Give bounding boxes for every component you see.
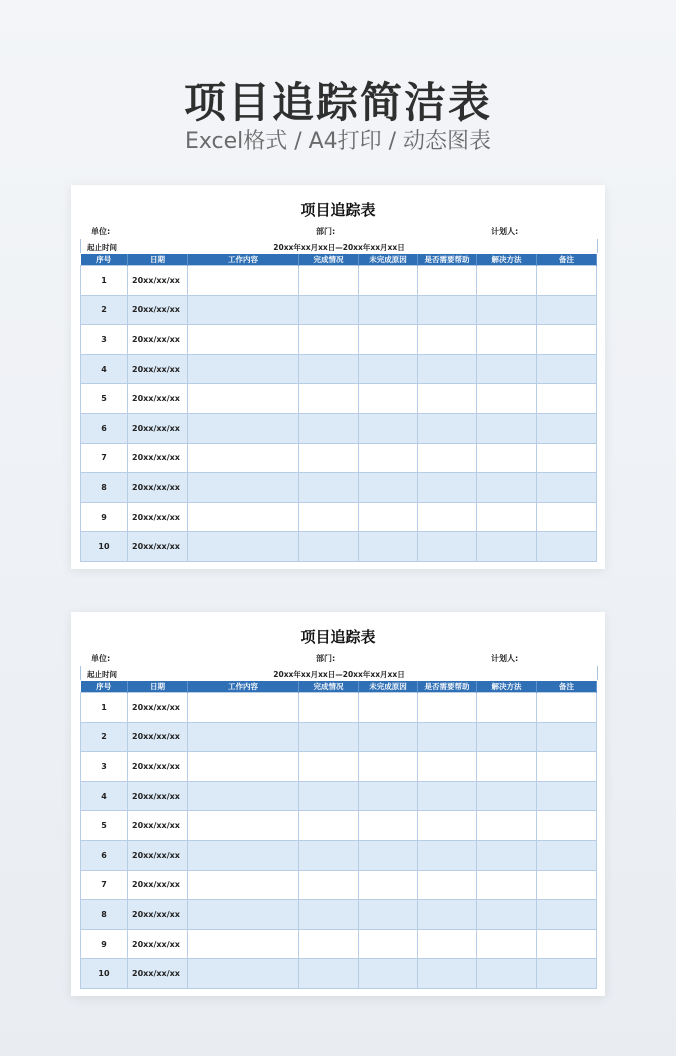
date-cell[interactable]: 20xx/xx/xx [128, 811, 188, 841]
row-number-cell[interactable]: 10 [81, 959, 128, 989]
empty-cell[interactable] [299, 532, 359, 562]
empty-cell[interactable] [359, 929, 418, 959]
column-header: 序号 [81, 681, 128, 693]
empty-cell[interactable] [477, 354, 537, 384]
empty-cell[interactable] [477, 443, 537, 473]
empty-cell[interactable] [418, 959, 477, 989]
empty-cell[interactable] [418, 473, 477, 503]
empty-cell[interactable] [418, 502, 477, 532]
empty-cell[interactable] [418, 900, 477, 930]
empty-cell[interactable] [359, 722, 418, 752]
hero-title: 项目追踪简洁表 [183, 78, 492, 127]
empty-cell[interactable] [418, 722, 477, 752]
empty-cell[interactable] [188, 900, 299, 930]
empty-cell[interactable] [418, 693, 477, 723]
empty-cell[interactable] [537, 325, 597, 355]
table-row [81, 354, 597, 384]
empty-cell[interactable] [537, 295, 597, 325]
column-header: 备注 [537, 681, 597, 693]
empty-cell[interactable] [418, 325, 477, 355]
empty-cell[interactable] [359, 811, 418, 841]
empty-cell[interactable] [359, 443, 418, 473]
row-number-cell[interactable]: 9 [81, 502, 128, 532]
empty-cell[interactable] [537, 870, 597, 900]
table-row [81, 295, 597, 325]
empty-cell[interactable] [477, 900, 537, 930]
tracking-table [80, 254, 597, 562]
column-header: 完成情况 [299, 681, 359, 693]
column-header: 工作内容 [188, 681, 299, 693]
empty-cell[interactable] [299, 325, 359, 355]
empty-cell[interactable] [418, 752, 477, 782]
empty-cell[interactable] [418, 532, 477, 562]
empty-cell[interactable] [477, 722, 537, 752]
empty-cell[interactable] [359, 413, 418, 443]
empty-cell[interactable] [188, 384, 299, 414]
empty-cell[interactable] [477, 295, 537, 325]
row-number-cell[interactable]: 1 [81, 266, 128, 296]
date-cell[interactable]: 20xx/xx/xx [128, 693, 188, 723]
column-header: 日期 [128, 254, 188, 266]
empty-cell[interactable] [418, 266, 477, 296]
empty-cell[interactable] [188, 354, 299, 384]
row-number-cell[interactable]: 7 [81, 443, 128, 473]
column-header: 解决方法 [477, 681, 537, 693]
date-cell[interactable]: 20xx/xx/xx [128, 502, 188, 532]
row-number-cell[interactable]: 2 [81, 722, 128, 752]
date-cell[interactable]: 20xx/xx/xx [128, 266, 188, 296]
table-row [81, 840, 597, 870]
empty-cell[interactable] [359, 325, 418, 355]
empty-cell[interactable] [537, 473, 597, 503]
empty-cell[interactable] [359, 693, 418, 723]
empty-cell[interactable] [477, 840, 537, 870]
empty-cell[interactable] [299, 354, 359, 384]
empty-cell[interactable] [477, 325, 537, 355]
empty-cell[interactable] [299, 266, 359, 296]
row-number-cell[interactable]: 5 [81, 811, 128, 841]
empty-cell[interactable] [188, 443, 299, 473]
empty-cell[interactable] [418, 781, 477, 811]
row-number-cell[interactable]: 1 [81, 693, 128, 723]
empty-cell[interactable] [188, 502, 299, 532]
row-number-cell[interactable]: 5 [81, 384, 128, 414]
empty-cell[interactable] [477, 959, 537, 989]
date-cell[interactable]: 20xx/xx/xx [128, 840, 188, 870]
empty-cell[interactable] [418, 384, 477, 414]
column-header: 日期 [128, 681, 188, 693]
empty-cell[interactable] [537, 811, 597, 841]
table-row [81, 532, 597, 562]
row-number-cell[interactable]: 10 [81, 532, 128, 562]
unit-label: 单位: [91, 227, 111, 236]
empty-cell[interactable] [477, 502, 537, 532]
empty-cell[interactable] [418, 929, 477, 959]
empty-cell[interactable] [418, 413, 477, 443]
row-number-cell[interactable]: 4 [81, 781, 128, 811]
empty-cell[interactable] [359, 781, 418, 811]
empty-cell[interactable] [299, 870, 359, 900]
empty-cell[interactable] [537, 929, 597, 959]
empty-cell[interactable] [537, 384, 597, 414]
date-cell[interactable]: 20xx/xx/xx [128, 384, 188, 414]
empty-cell[interactable] [537, 840, 597, 870]
period-row [80, 666, 598, 680]
empty-cell[interactable] [188, 413, 299, 443]
date-cell[interactable]: 20xx/xx/xx [128, 929, 188, 959]
table-row [81, 959, 597, 989]
empty-cell[interactable] [299, 693, 359, 723]
empty-cell[interactable] [418, 870, 477, 900]
tracking-table [80, 681, 597, 989]
date-cell[interactable]: 20xx/xx/xx [128, 781, 188, 811]
date-cell[interactable]: 20xx/xx/xx [128, 473, 188, 503]
empty-cell[interactable] [537, 413, 597, 443]
empty-cell[interactable] [299, 295, 359, 325]
empty-cell[interactable] [359, 384, 418, 414]
empty-cell[interactable] [477, 384, 537, 414]
planner-label: 计划人: [491, 654, 519, 663]
dept-label: 部门: [316, 654, 336, 663]
empty-cell[interactable] [537, 900, 597, 930]
date-cell[interactable]: 20xx/xx/xx [128, 900, 188, 930]
table-row [81, 266, 597, 296]
table-row [81, 473, 597, 503]
table-row [81, 384, 597, 414]
empty-cell[interactable] [359, 502, 418, 532]
period-row [80, 239, 598, 253]
table-row [81, 752, 597, 782]
date-cell[interactable]: 20xx/xx/xx [128, 870, 188, 900]
row-number-cell[interactable]: 3 [81, 325, 128, 355]
row-number-cell[interactable]: 6 [81, 413, 128, 443]
column-header: 未完成原因 [359, 681, 418, 693]
row-number-cell[interactable]: 2 [81, 295, 128, 325]
sheet-preview-2 [71, 612, 605, 996]
empty-cell[interactable] [537, 266, 597, 296]
empty-cell[interactable] [477, 266, 537, 296]
row-number-cell[interactable]: 3 [81, 752, 128, 782]
empty-cell[interactable] [537, 532, 597, 562]
date-cell[interactable]: 20xx/xx/xx [128, 722, 188, 752]
sheet-title: 项目追踪表 [300, 201, 376, 219]
empty-cell[interactable] [359, 840, 418, 870]
table-row [81, 929, 597, 959]
empty-cell[interactable] [299, 502, 359, 532]
empty-cell[interactable] [477, 473, 537, 503]
empty-cell[interactable] [299, 443, 359, 473]
empty-cell[interactable] [299, 840, 359, 870]
empty-cell[interactable] [418, 295, 477, 325]
hero-subtitle: Excel格式 / A4打印 / 动态图表 [184, 129, 492, 154]
column-header: 备注 [537, 254, 597, 266]
empty-cell[interactable] [418, 354, 477, 384]
empty-cell[interactable] [537, 959, 597, 989]
unit-label: 单位: [91, 654, 111, 663]
empty-cell[interactable] [418, 443, 477, 473]
empty-cell[interactable] [299, 959, 359, 989]
empty-cell[interactable] [477, 413, 537, 443]
empty-cell[interactable] [477, 781, 537, 811]
period-label: 起止时间 [87, 670, 117, 679]
table-row [81, 693, 597, 723]
dept-label: 部门: [316, 227, 336, 236]
date-cell[interactable]: 20xx/xx/xx [128, 354, 188, 384]
table-header-row [81, 681, 597, 693]
empty-cell[interactable] [188, 693, 299, 723]
row-number-cell[interactable]: 7 [81, 870, 128, 900]
table-row [81, 325, 597, 355]
empty-cell[interactable] [188, 870, 299, 900]
empty-cell[interactable] [359, 295, 418, 325]
empty-cell[interactable] [359, 266, 418, 296]
empty-cell[interactable] [537, 752, 597, 782]
period-label: 起止时间 [87, 243, 117, 252]
empty-cell[interactable] [188, 929, 299, 959]
column-header: 完成情况 [299, 254, 359, 266]
column-header: 解决方法 [477, 254, 537, 266]
table-row [81, 900, 597, 930]
column-header: 是否需要帮助 [418, 681, 477, 693]
empty-cell[interactable] [537, 502, 597, 532]
table-row [81, 870, 597, 900]
date-cell[interactable]: 20xx/xx/xx [128, 752, 188, 782]
empty-cell[interactable] [477, 870, 537, 900]
sheet-preview-1 [71, 185, 605, 569]
row-number-cell[interactable]: 8 [81, 473, 128, 503]
column-header: 工作内容 [188, 254, 299, 266]
date-cell[interactable]: 20xx/xx/xx [128, 325, 188, 355]
empty-cell[interactable] [299, 781, 359, 811]
empty-cell[interactable] [537, 722, 597, 752]
empty-cell[interactable] [299, 413, 359, 443]
empty-cell[interactable] [188, 752, 299, 782]
table-header-row [81, 254, 597, 266]
empty-cell[interactable] [299, 752, 359, 782]
period-value: 20xx年xx月xx日—20xx年xx月xx日 [273, 243, 405, 252]
date-cell[interactable]: 20xx/xx/xx [128, 959, 188, 989]
empty-cell[interactable] [188, 532, 299, 562]
row-number-cell[interactable]: 6 [81, 840, 128, 870]
empty-cell[interactable] [477, 929, 537, 959]
column-header: 是否需要帮助 [418, 254, 477, 266]
empty-cell[interactable] [537, 693, 597, 723]
date-cell[interactable]: 20xx/xx/xx [128, 413, 188, 443]
row-number-cell[interactable]: 9 [81, 929, 128, 959]
empty-cell[interactable] [188, 266, 299, 296]
sheet-title: 项目追踪表 [300, 628, 376, 646]
date-cell[interactable]: 20xx/xx/xx [128, 443, 188, 473]
column-header: 序号 [81, 254, 128, 266]
empty-cell[interactable] [477, 693, 537, 723]
empty-cell[interactable] [359, 900, 418, 930]
empty-cell[interactable] [299, 900, 359, 930]
empty-cell[interactable] [299, 811, 359, 841]
empty-cell[interactable] [188, 811, 299, 841]
table-row [81, 811, 597, 841]
empty-cell[interactable] [359, 473, 418, 503]
empty-cell[interactable] [477, 532, 537, 562]
empty-cell[interactable] [188, 295, 299, 325]
empty-cell[interactable] [188, 959, 299, 989]
empty-cell[interactable] [477, 752, 537, 782]
empty-cell[interactable] [188, 325, 299, 355]
planner-label: 计划人: [491, 227, 519, 236]
empty-cell[interactable] [418, 840, 477, 870]
column-header: 未完成原因 [359, 254, 418, 266]
empty-cell[interactable] [477, 811, 537, 841]
empty-cell[interactable] [359, 354, 418, 384]
table-row [81, 502, 597, 532]
row-number-cell[interactable]: 4 [81, 354, 128, 384]
empty-cell[interactable] [418, 811, 477, 841]
empty-cell[interactable] [359, 532, 418, 562]
table-row [81, 781, 597, 811]
empty-cell[interactable] [188, 840, 299, 870]
period-value: 20xx年xx月xx日—20xx年xx月xx日 [273, 670, 405, 679]
empty-cell[interactable] [359, 870, 418, 900]
empty-cell[interactable] [299, 722, 359, 752]
row-number-cell[interactable]: 8 [81, 900, 128, 930]
date-cell[interactable]: 20xx/xx/xx [128, 295, 188, 325]
empty-cell[interactable] [359, 959, 418, 989]
empty-cell[interactable] [537, 443, 597, 473]
empty-cell[interactable] [188, 781, 299, 811]
empty-cell[interactable] [537, 354, 597, 384]
empty-cell[interactable] [299, 384, 359, 414]
table-row [81, 443, 597, 473]
empty-cell[interactable] [188, 722, 299, 752]
table-row [81, 413, 597, 443]
table-row [81, 722, 597, 752]
empty-cell[interactable] [359, 752, 418, 782]
empty-cell[interactable] [299, 929, 359, 959]
empty-cell[interactable] [299, 473, 359, 503]
date-cell[interactable]: 20xx/xx/xx [128, 532, 188, 562]
empty-cell[interactable] [537, 781, 597, 811]
empty-cell[interactable] [188, 473, 299, 503]
